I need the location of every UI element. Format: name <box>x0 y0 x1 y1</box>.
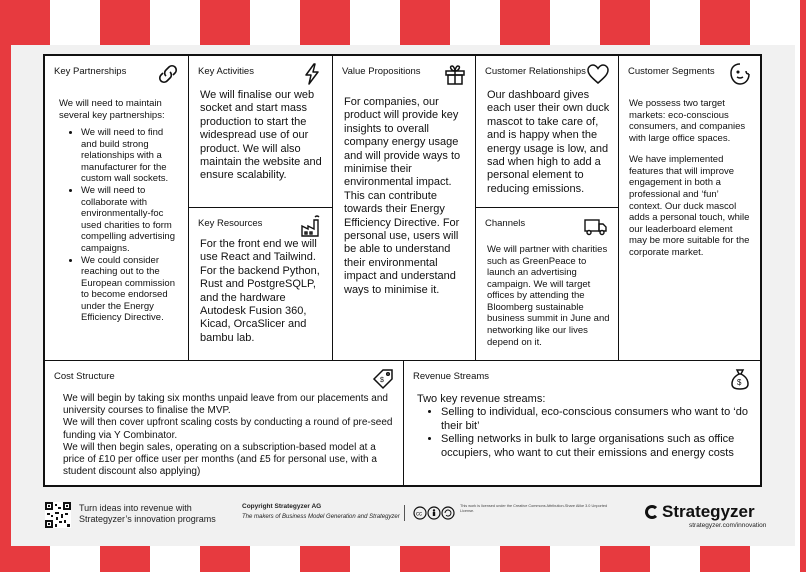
heart-icon <box>586 62 610 86</box>
license-text: This work is licensed under the Creative Commons Attribution-Share Alike 3.0 Unported License. <box>460 504 608 513</box>
revenue-streams-cell <box>404 361 760 485</box>
creative-commons-icon <box>413 506 455 520</box>
list-item: • Selling to individual, eco-conscious consumers who want to ‘do their bit’ <box>441 406 753 433</box>
list-item: • We could consider reaching out to the European commission to become endorsed under the Energy Efficiency Directive. <box>81 255 181 324</box>
footer-divider <box>404 505 405 521</box>
key-activities-cell <box>189 56 333 208</box>
copyright-text: Copyright Strategyzer AG <box>242 503 322 510</box>
svg-text:$: $ <box>737 378 742 387</box>
qr-code-icon[interactable] <box>45 502 71 528</box>
cell-title: Key Resources <box>198 218 263 229</box>
key-resources-text: For the front end we will use React and Tailwind. For the backend Python, Rust and PostgreSQLP, and the hardware Autodesk Fusion 360, Kicad, OrcaSlicer and bambu lab. <box>200 238 320 344</box>
footer-url[interactable]: strategyzer.com/innovation <box>689 522 767 529</box>
revenue-streams-body <box>417 393 753 460</box>
cell-title: Key Partnerships <box>54 66 127 77</box>
gift-icon <box>443 62 467 86</box>
key-resources-cell <box>189 208 333 361</box>
makers-text: The makers of Business Model Generation and Strategyzer <box>242 514 400 520</box>
customer-segments-text-1: We possess two target markets: eco-conscious consumers, and companies with large office spaces. <box>629 98 746 144</box>
list-item: • We will need to find and build strong relationships with a manufacturer for the custom wall sockets. <box>81 127 181 185</box>
cell-title: Customer Relationships <box>485 66 586 77</box>
customer-segments-text-2: We have implemented features that will improve engagement in both a professional and ‘fun’ context. Our duck mascol adds a personal touch, while our leaderboard element may be more suitable for the corporate market. <box>629 154 750 258</box>
list-item: • We will need to collaborate with environmentally-foc used charities to form compelling advertising campaigns. <box>81 185 181 254</box>
money-bag-icon <box>728 367 752 391</box>
face-icon <box>728 62 752 86</box>
key-partnerships-cell <box>45 56 189 361</box>
brand-name: Strategyzer <box>662 502 755 521</box>
strategyzer-logo[interactable] <box>645 502 755 522</box>
revenue-list <box>417 406 753 460</box>
truck-icon <box>582 214 610 238</box>
cell-title: Customer Segments <box>628 66 715 77</box>
cost-line: We will then begin sales, operating on a subscription-based model at a price of £10 per office user per months (and £5 for personal use, with a student discount also applying) <box>63 441 377 478</box>
cell-title: Value Propositions <box>342 66 421 77</box>
value-propositions-cell <box>333 56 476 361</box>
channels-text: We will partner with charities such as GreenPeace to launch an advertising campaign. We will target offices by attending the Bloomberg sustainable business summit in June and networking like our lives depend on it. <box>487 244 610 348</box>
intro-text: We will need to maintain several key partnerships: <box>59 98 165 121</box>
business-model-canvas <box>43 54 762 487</box>
key-activities-text: We will finalise our web socket and start mass production to start the widespread use of our product. We will also maintain the website and ensure scalability. <box>200 89 322 182</box>
factory-icon <box>300 214 324 238</box>
link-icon <box>156 62 180 86</box>
cell-title: Channels <box>485 218 526 229</box>
customer-relationships-cell <box>476 56 619 208</box>
cell-title: Cost Structure <box>54 371 115 382</box>
cell-title: Key Activities <box>198 66 254 77</box>
logo-mark-icon <box>645 505 659 519</box>
channels-cell <box>476 208 619 361</box>
lightning-icon <box>300 62 324 86</box>
cost-structure-cell <box>45 361 404 485</box>
customer-segments-cell <box>619 56 760 361</box>
promo-text: Turn ideas into revenue with Strategyzer’s innovation programs <box>79 503 216 525</box>
partnership-list <box>59 127 181 324</box>
svg-text:$: $ <box>380 377 384 384</box>
customer-relationships-text: Our dashboard gives each user their own duck mascot to take care of, and is happy when the energy usage is low, and sad when high to add a personal element to reducing emissions. <box>487 89 610 195</box>
svg-text:cc: cc <box>416 511 422 518</box>
intro-text: Two key revenue streams: <box>417 393 546 405</box>
value-propositions-text: For companies, our product will provide key insights to overall company energy usage and will provide ways to minimise their environmental impact. This can contribute towards their Energy Efficiency Directive. For personal use, users will be able to understand their environmental impact and understand ways to minimise it. <box>344 96 461 296</box>
price-tag-icon <box>371 367 395 391</box>
cell-title: Revenue Streams <box>413 371 490 382</box>
cost-structure-body <box>63 393 393 478</box>
list-item: • Selling networks in bulk to large organisations such as office occupiers, who want to cut their emissions and energy costs <box>441 433 753 460</box>
customer-segments-body <box>629 98 753 259</box>
cost-line: We will then cover upfront scaling costs by conducting a round of pre-seed funding via Y Combinator. <box>63 417 393 441</box>
cost-line: We will begin by taking six months unpaid leave from our placements and university courses to finalise the MVP. <box>63 393 388 417</box>
